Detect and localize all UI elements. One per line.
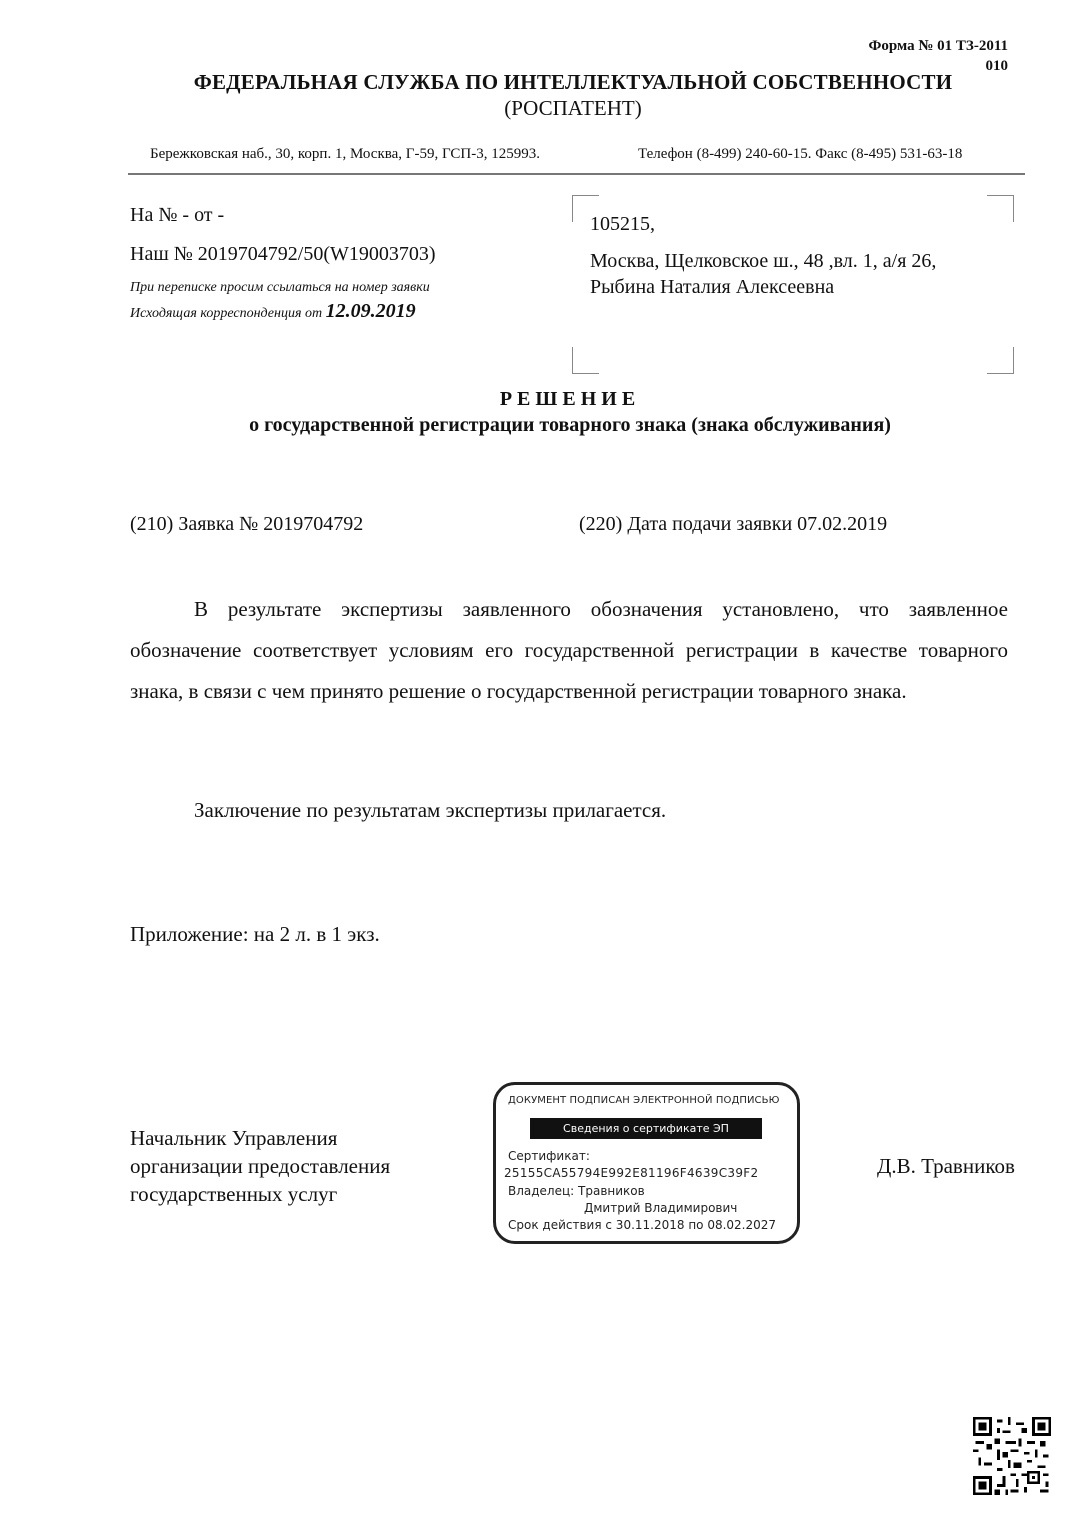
- our-reference: Наш № 2019704792/50(W19003703): [130, 243, 436, 265]
- position-line: организации предоставления: [130, 1154, 391, 1178]
- stamp-header: ДОКУМЕНТ ПОДПИСАН ЭЛЕКТРОННОЙ ПОДПИСЬЮ: [508, 1095, 780, 1106]
- stamp-validity-label: Срок действия: [508, 1218, 602, 1232]
- signatory-name: Д.В. Травников: [877, 1154, 1015, 1178]
- electronic-signature-stamp: [493, 1082, 800, 1244]
- your-reference: На № - от -: [130, 204, 225, 226]
- conclusion-note: Заключение по результатам экспертизы прилагается.: [194, 798, 667, 822]
- stamp-owner: [508, 1184, 645, 1198]
- qr-code-icon: [973, 1417, 1051, 1495]
- form-subcode: 010: [985, 58, 1008, 74]
- organization-address: Бережковская наб., 30, корп. 1, Москва, Г-59, ГСП-3, 125993.: [150, 146, 541, 162]
- organization-name: ФЕДЕРАЛЬНАЯ СЛУЖБА ПО ИНТЕЛЛЕКТУАЛЬНОЙ СОБСТВЕННОСТИ: [193, 70, 953, 94]
- header-divider: [128, 173, 1025, 175]
- signatory-position: [130, 1124, 390, 1208]
- recipient-name: Рыбина Наталия Алексеевна: [590, 276, 835, 298]
- stamp-owner-surname: Травников: [578, 1184, 645, 1198]
- stamp-validity-dates: с 30.11.2018 по 08.02.2027: [605, 1218, 777, 1232]
- stamp-cert-number: 25155CA55794E992E81196F4639C39F2: [504, 1166, 759, 1180]
- stamp-certificate-bar: Сведения о сертификате ЭП: [530, 1118, 762, 1139]
- filing-date: (220) Дата подачи заявки 07.02.2019: [579, 513, 888, 535]
- application-number: (210) Заявка № 2019704792: [130, 513, 364, 535]
- stamp-validity: [508, 1218, 776, 1232]
- position-line: государственных услуг: [130, 1182, 338, 1206]
- address-corner-top-right: [987, 195, 1014, 222]
- outgoing-note: [130, 300, 416, 323]
- address-corner-bottom-right: [987, 347, 1014, 374]
- position-line: Начальник Управления: [130, 1126, 338, 1150]
- document-subtitle: о государственной регистрации товарного знака (знака обслуживания): [249, 414, 891, 436]
- document-title: РЕШЕНИЕ: [499, 388, 641, 410]
- recipient-postcode: 105215,: [590, 213, 655, 235]
- decision-body: В результате экспертизы заявленного обозначения установлено, что заявленное обозначение соответствует условиям его государственной регистрации в качестве товарного знака, в связи с чем принято решение о государственной регистрации товарного знака.: [130, 597, 1008, 703]
- appendix-note: Приложение: на 2 л. в 1 экз.: [130, 922, 380, 946]
- outgoing-date: 12.09.2019: [325, 300, 416, 322]
- stamp-owner-name: Дмитрий Владимирович: [584, 1201, 738, 1215]
- address-corner-bottom-left: [572, 347, 599, 374]
- outgoing-label: Исходящая корреспонденция от: [130, 306, 323, 321]
- stamp-owner-label: Владелец:: [508, 1184, 575, 1198]
- stamp-cert-label: Сертификат:: [508, 1149, 590, 1163]
- organization-short-name: (РОСПАТЕНТ): [504, 96, 642, 120]
- recipient-address: Москва, Щелковское ш., 48 ,вл. 1, а/я 26,: [590, 250, 937, 272]
- form-number: Форма № 01 ТЗ-2011: [868, 38, 1008, 54]
- organization-contacts: Телефон (8-499) 240-60-15. Факс (8-495) 531-63-18: [638, 146, 963, 162]
- reference-note: При переписке просим ссылаться на номер заявки: [130, 280, 430, 295]
